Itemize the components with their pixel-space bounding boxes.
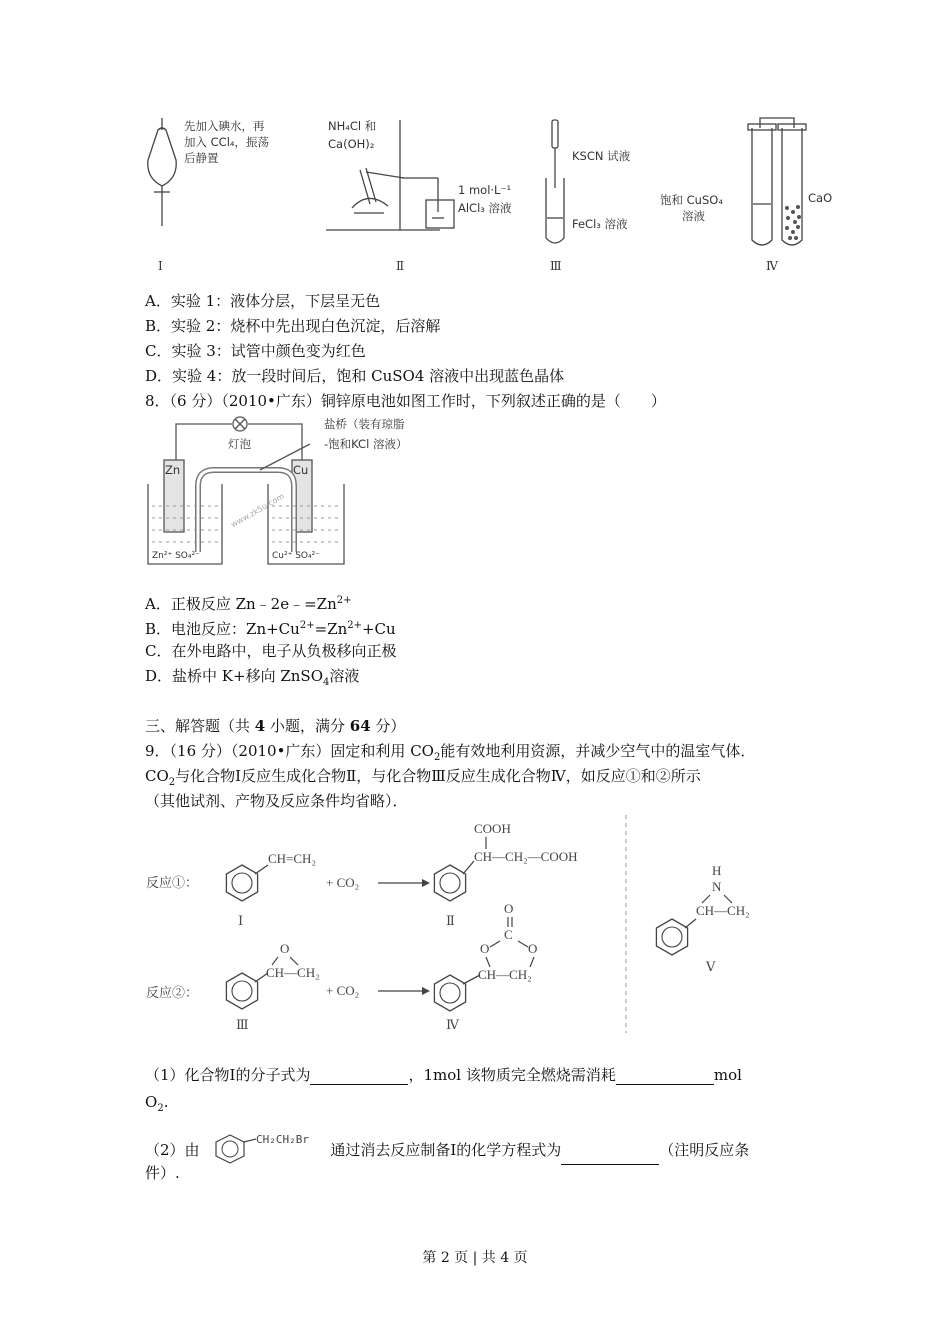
q8-option-d-pre: D．盐桥中 K+移向 ZnSO (145, 667, 323, 685)
q9-line2-pre: CO (145, 767, 169, 785)
q9-sub1-l2-post: . (163, 1093, 169, 1111)
separatory-funnel-diagram (148, 118, 176, 226)
q8-option-d-post: 溶液 (329, 667, 360, 685)
q9-line1-sub: 2 (433, 752, 441, 763)
q8-option-b-sup2: 2+ (347, 620, 362, 631)
answer-blank-equation[interactable] (561, 1148, 659, 1165)
plus-co2-2: + CO₂ (326, 983, 360, 998)
section3-post: 分） (370, 717, 406, 735)
section3-score: 64 (349, 717, 371, 735)
q8-stem: 8．（6 分）（2010•广东）铜锌原电池如图工作时，下列叙述正确的是（ ） (145, 392, 666, 410)
cao-granules (785, 205, 801, 240)
funnel-note-line1: 先加入碘水，再 (184, 119, 265, 133)
sat-cuso4-line1: 饱和 CuSO₄ (660, 193, 723, 207)
q9-line2-sub: 2 (168, 777, 176, 788)
left-ions: Zn²⁺ SO₄²⁻ (152, 551, 200, 561)
compound-IV-o-left: O (480, 941, 490, 956)
q8-option-a-text: A．正极反应 Zn﹣2e﹣=Zn (145, 595, 337, 613)
q8-option-a-sup: 2+ (336, 595, 352, 606)
sat-cuso4-line2: 溶液 (682, 209, 705, 223)
q9-sub1-l2-pre: O (145, 1093, 158, 1111)
q9-sub1 (145, 1065, 742, 1085)
compound-V-h: H (712, 863, 722, 878)
reaction1-label: 反应①： (146, 875, 199, 890)
cao-label: CaO (808, 191, 833, 205)
right-ions: Cu²⁺ SO₄²⁻ (272, 551, 320, 561)
answer-blank-o2[interactable] (616, 1068, 714, 1085)
compound-V-n: N (712, 879, 722, 894)
q9-line1-post: 能有效地利用资源，并减少空气中的温室气体． (440, 742, 756, 760)
salt-bridge-line2: -饱和KCl 溶液） (324, 437, 408, 451)
q9-sub2-pre: （2）由 (145, 1141, 200, 1159)
q8-option-d (145, 666, 359, 693)
test-tube-dropper-diagram (546, 120, 564, 243)
q8-option-c: C．在外电路中，电子从负极移向正极 (145, 642, 397, 660)
dropper-reagent: KSCN 试液 (572, 149, 631, 163)
solution-name: AlCl₃ 溶液 (458, 201, 512, 215)
section3-pre: 三、解答题（共 (145, 717, 255, 735)
reagents-line1: NH₄Cl 和 (328, 119, 377, 133)
phenethyl-bromide-structure (204, 1131, 330, 1165)
q9-sub1-pre: （1）化合物Ⅰ的分子式为 (145, 1066, 311, 1084)
q9-sub2-mid: 通过消去反应制备Ⅰ的化学方程式为 (330, 1141, 562, 1159)
compound-IV-o-right: O (528, 941, 538, 956)
cu-electrode-label: Cu (293, 463, 309, 477)
q9-line1-pre: 9．（16 分）（2010•广东）固定和利用 CO (145, 742, 434, 760)
compound-V-ring: CH—CH₂ (696, 903, 750, 918)
q8-option-d-sub: 4 (323, 677, 330, 688)
bulb-label: 灯泡 (228, 437, 251, 451)
benzene-ring-V (656, 919, 687, 955)
benzene-ring-II (434, 865, 465, 901)
q8-option-b (145, 616, 396, 639)
q8-galvanic-cell-figure (140, 412, 470, 572)
q9-reaction-scheme (140, 815, 820, 1035)
q9-line2-post: 与化合物Ⅰ反应生成化合物Ⅱ，与化合物Ⅲ反应生成化合物Ⅳ，如反应①和②所示 (175, 767, 701, 785)
q9-sub2-post: （注明反应条 (659, 1141, 750, 1159)
compound-IV-carbonyl-o: O (504, 901, 514, 916)
solution-conc: 1 mol·L⁻¹ (458, 183, 512, 197)
q9-line2 (145, 766, 701, 793)
compound-I-label: Ⅰ (238, 913, 244, 928)
plus-co2-1: + CO₂ (326, 875, 360, 890)
compound-I-vinyl: CH=CH₂ (268, 851, 316, 866)
bromide-group-label: CH₂CH₂Br (256, 1133, 310, 1146)
benzene-ring-I (226, 865, 257, 901)
section3-count: 4 (254, 717, 266, 735)
fig-label-3: Ⅲ (550, 259, 562, 273)
q9-sub1-mid: ，1mol 该物质完全燃烧需消耗 (408, 1066, 616, 1084)
answer-blank-formula[interactable] (310, 1068, 408, 1085)
compound-III-ring: CH—CH₂ (266, 965, 320, 980)
compound-II-cooh: COOH (474, 821, 511, 836)
q7-option-d: D．实验 4：放一段时间后，饱和 CuSO4 溶液中出现蓝色晶体 (145, 367, 565, 385)
compound-IV-c-letter: C (504, 927, 513, 942)
page-footer: 第 2 页 | 共 4 页 (422, 1250, 528, 1266)
q9-sub1-post: mol (713, 1066, 742, 1084)
q8-option-a (145, 591, 352, 614)
q9-sub1-l2-sub: 2 (157, 1103, 164, 1114)
q8-option-b-mid: =Zn (314, 620, 348, 638)
benzene-ring-IV (434, 975, 465, 1011)
reaction2-label: 反应②： (146, 985, 199, 1000)
reagents-line2: Ca(OH)₂ (328, 137, 375, 151)
q7-option-c: C．实验 3：试管中颜色变为红色 (145, 342, 366, 360)
q8-option-b-sup1: 2+ (299, 620, 315, 631)
q9-line3: （其他试剂、产物及反应条件均省略）． (145, 792, 408, 810)
section3-mid: 小题，满分 (265, 717, 350, 735)
q7-option-b: B．实验 2：烧杯中先出现白色沉淀，后溶解 (145, 317, 441, 335)
fig-label-1: Ⅰ (158, 259, 163, 273)
benzene-ring-III (226, 973, 257, 1009)
funnel-note-line3: 后静置 (184, 151, 219, 165)
compound-II-chain: CH—CH₂—COOH (474, 849, 578, 864)
tube-solution: FeCl₃ 溶液 (572, 217, 628, 231)
fig-label-2: Ⅱ (396, 259, 405, 273)
q9-sub2-line2: 件）. (145, 1164, 180, 1182)
q9-line1 (145, 741, 755, 768)
compound-II-label: Ⅱ (446, 913, 455, 928)
compound-III-label: Ⅲ (236, 1017, 249, 1032)
section3-heading (145, 716, 405, 736)
q7-experiment-figure (140, 108, 860, 283)
fig-label-4: Ⅳ (766, 259, 778, 273)
q7-option-a: A．实验 1：液体分层，下层呈无色 (145, 292, 381, 310)
watermark: www.zk5u.com (229, 491, 286, 530)
q9-sub2 (145, 1131, 749, 1165)
compound-IV-label: Ⅳ (446, 1017, 459, 1032)
compound-V-label: Ⅴ (706, 959, 716, 974)
compound-IV-ring: CH—CH₂ (478, 967, 532, 982)
q8-option-b-pre: B．电池反应：Zn+Cu (145, 620, 300, 638)
salt-bridge-line1: 盐桥（装有琼脂 (324, 417, 405, 431)
compound-III-o: O (280, 941, 290, 956)
q9-sub1-line2 (145, 1092, 168, 1119)
zn-electrode-label: Zn (165, 463, 181, 477)
q8-option-b-post: +Cu (361, 620, 396, 638)
funnel-note-line2: 加入 CCl₄，振荡 (184, 135, 270, 149)
